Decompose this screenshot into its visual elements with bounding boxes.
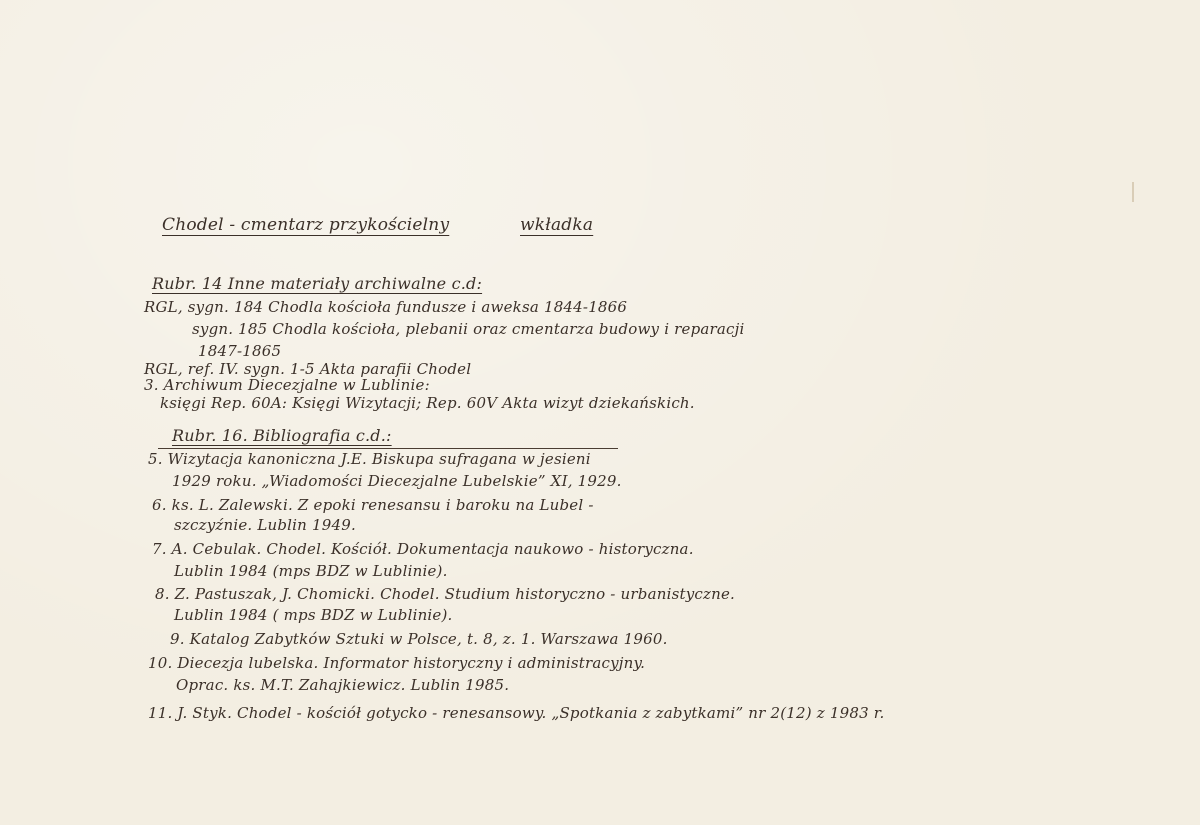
bibliography-entry: 1929 roku. „Wiadomości Diecezjalne Lubelskie” XI, 1929. — [172, 472, 622, 490]
bibliography-entry: 11. J. Styk. Chodel - kościół gotycko - renesansowy. „Spotkania z zabytkami” nr 2(12) z 1983 r. — [148, 704, 885, 722]
bibliography-entry: Lublin 1984 ( mps BDZ w Lublinie). — [174, 606, 453, 624]
bibliography-entry: 6. ks. L. Zalewski. Z epoki renesansu i baroku na Lubel - — [152, 496, 594, 514]
archive-entry: RGL, sygn. 184 Chodla kościoła fundusze i aweksa 1844-1866 — [144, 298, 628, 316]
archive-entry: 3. Archiwum Diecezjalne w Lublinie: — [144, 376, 430, 394]
section-heading-rubr16: Rubr. 16. Bibliografia c.d.: — [172, 426, 392, 445]
bibliography-entry: Oprac. ks. M.T. Zahajkiewicz. Lublin 1985. — [176, 676, 510, 694]
bibliography-entry: szczyźnie. Lublin 1949. — [174, 516, 356, 534]
insert-label: wkładka — [520, 215, 594, 235]
bibliography-entry: Lublin 1984 (mps BDZ w Lublinie). — [174, 562, 448, 580]
section-heading-rubr14: Rubr. 14 Inne materiały archiwalne c.d: — [152, 274, 483, 293]
archive-entry: księgi Rep. 60A: Księgi Wizytacji; Rep. 60V Akta wizyt dziekańskich. — [160, 394, 695, 412]
heading-rule — [158, 448, 618, 449]
document-title: Chodel - cmentarz przykościelny — [162, 215, 450, 235]
archive-entry: sygn. 185 Chodla kościoła, plebanii oraz cmentarza budowy i reparacji — [192, 320, 745, 338]
bibliography-entry: 9. Katalog Zabytków Sztuki w Polsce, t. 8, z. 1. Warszawa 1960. — [170, 630, 668, 648]
paper-mark — [1132, 182, 1134, 202]
bibliography-entry: 5. Wizytacja kanoniczna J.E. Biskupa sufragana w jesieni — [148, 450, 591, 468]
archive-entry: RGL, ref. IV. sygn. 1-5 Akta parafii Chodel — [144, 360, 472, 378]
bibliography-entry: 7. A. Cebulak. Chodel. Kościół. Dokumentacja naukowo - historyczna. — [152, 540, 694, 558]
bibliography-entry: 10. Diecezja lubelska. Informator historyczny i administracyjny. — [148, 654, 646, 672]
archive-entry: 1847-1865 — [198, 342, 282, 360]
bibliography-entry: 8. Z. Pastuszak, J. Chomicki. Chodel. Studium historyczno - urbanistyczne. — [155, 585, 735, 603]
